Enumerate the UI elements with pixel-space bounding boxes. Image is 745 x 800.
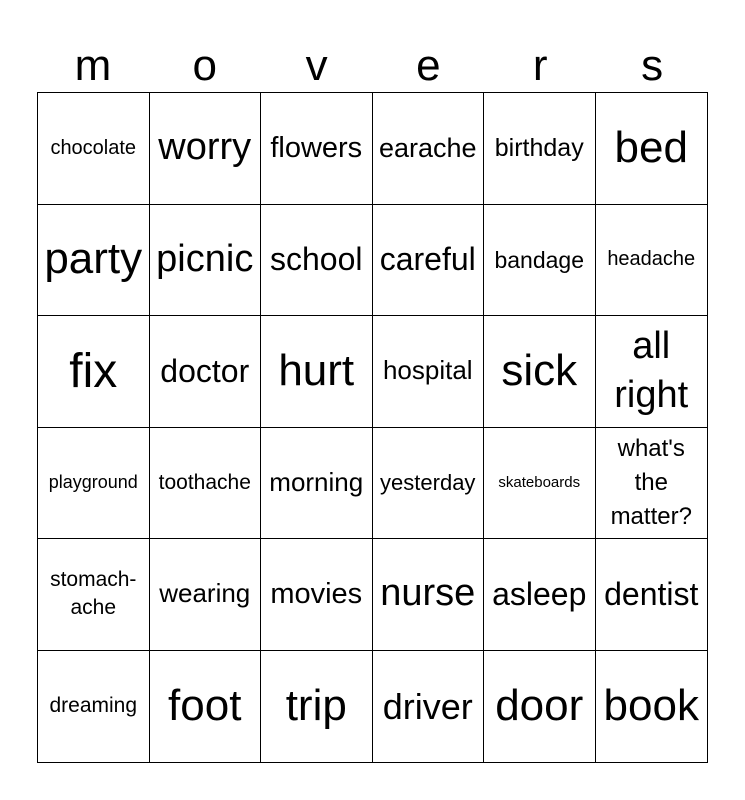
cell-word: doctor xyxy=(160,352,250,389)
cell-word: door xyxy=(495,680,584,730)
cell-word: flowers xyxy=(270,131,363,164)
cell-word: morning xyxy=(269,466,364,497)
cell-word: wearing xyxy=(159,578,251,609)
cell-word: headache xyxy=(607,248,696,271)
cell-word: movies xyxy=(270,577,363,610)
header-letter-o: o xyxy=(192,41,217,90)
cell-word: book xyxy=(603,680,699,730)
bingo-cell[interactable] xyxy=(261,651,373,763)
header-letter-m: m xyxy=(74,41,112,90)
cell-word: picnic xyxy=(156,237,254,280)
bingo-cell[interactable] xyxy=(38,316,150,428)
cell-word: bandage xyxy=(494,246,585,273)
cell-word: careful xyxy=(379,241,476,278)
cell-word: birthday xyxy=(494,133,584,162)
bingo-cell[interactable] xyxy=(484,428,596,540)
cell-word: what's the matter? xyxy=(610,435,692,530)
header-letter-r: r xyxy=(532,41,548,90)
bingo-cell[interactable] xyxy=(596,428,708,540)
bingo-cell[interactable] xyxy=(150,651,262,763)
cell-word: asleep xyxy=(492,575,587,612)
bingo-cell[interactable] xyxy=(484,651,596,763)
bingo-cell[interactable] xyxy=(38,651,150,763)
header-letter-v: v xyxy=(305,41,328,90)
bingo-cell[interactable] xyxy=(484,316,596,428)
bingo-cell[interactable] xyxy=(38,93,150,205)
bingo-cell[interactable] xyxy=(150,428,262,540)
bingo-cell[interactable] xyxy=(596,205,708,317)
bingo-header xyxy=(37,40,708,92)
cell-word: party xyxy=(44,234,143,284)
cell-word: driver xyxy=(382,685,473,727)
bingo-cell[interactable] xyxy=(373,651,485,763)
bingo-cell[interactable] xyxy=(38,205,150,317)
bingo-cell[interactable] xyxy=(373,205,485,317)
bingo-cell[interactable] xyxy=(596,539,708,651)
cell-word: dreaming xyxy=(49,694,138,718)
cell-word: sick xyxy=(501,345,578,395)
bingo-cell[interactable] xyxy=(150,205,262,317)
cell-word: trip xyxy=(285,680,347,730)
cell-word: toothache xyxy=(158,470,251,494)
bingo-cell[interactable] xyxy=(596,316,708,428)
cell-word: nurse xyxy=(380,572,476,615)
cell-word: playground xyxy=(48,472,138,493)
bingo-cell[interactable] xyxy=(150,539,262,651)
cell-word: school xyxy=(270,241,363,278)
bingo-cell[interactable] xyxy=(261,428,373,540)
bingo-cell[interactable] xyxy=(484,205,596,317)
bingo-cell[interactable] xyxy=(484,539,596,651)
cell-word: hurt xyxy=(278,345,355,395)
header-letter-s: s xyxy=(641,41,664,90)
bingo-cell[interactable] xyxy=(596,651,708,763)
cell-word: dentist xyxy=(604,575,699,612)
bingo-cell[interactable] xyxy=(596,93,708,205)
cell-word: stomach- ache xyxy=(50,567,137,620)
cell-word: fix xyxy=(69,344,118,398)
cell-word: foot xyxy=(168,680,242,730)
cell-word: hospital xyxy=(382,355,473,386)
bingo-cell[interactable] xyxy=(150,316,262,428)
bingo-board xyxy=(37,92,708,763)
bingo-cell[interactable] xyxy=(261,93,373,205)
cell-word: worry xyxy=(158,126,252,169)
bingo-cell[interactable] xyxy=(38,539,150,651)
bingo-cell[interactable] xyxy=(373,428,485,540)
cell-word: all right xyxy=(614,324,689,417)
cell-word: chocolate xyxy=(50,136,137,159)
bingo-cell[interactable] xyxy=(150,93,262,205)
bingo-cell[interactable] xyxy=(261,205,373,317)
header-letter-e: e xyxy=(416,41,441,90)
cell-word: bed xyxy=(614,122,688,172)
bingo-cell[interactable] xyxy=(373,316,485,428)
cell-word: earache xyxy=(378,132,477,163)
cell-word: skateboards xyxy=(498,474,581,492)
bingo-cell[interactable] xyxy=(261,316,373,428)
bingo-cell[interactable] xyxy=(261,539,373,651)
bingo-cell[interactable] xyxy=(484,93,596,205)
cell-word: yesterday xyxy=(380,470,476,496)
bingo-cell[interactable] xyxy=(38,428,150,540)
bingo-cell[interactable] xyxy=(373,539,485,651)
bingo-cell[interactable] xyxy=(373,93,485,205)
